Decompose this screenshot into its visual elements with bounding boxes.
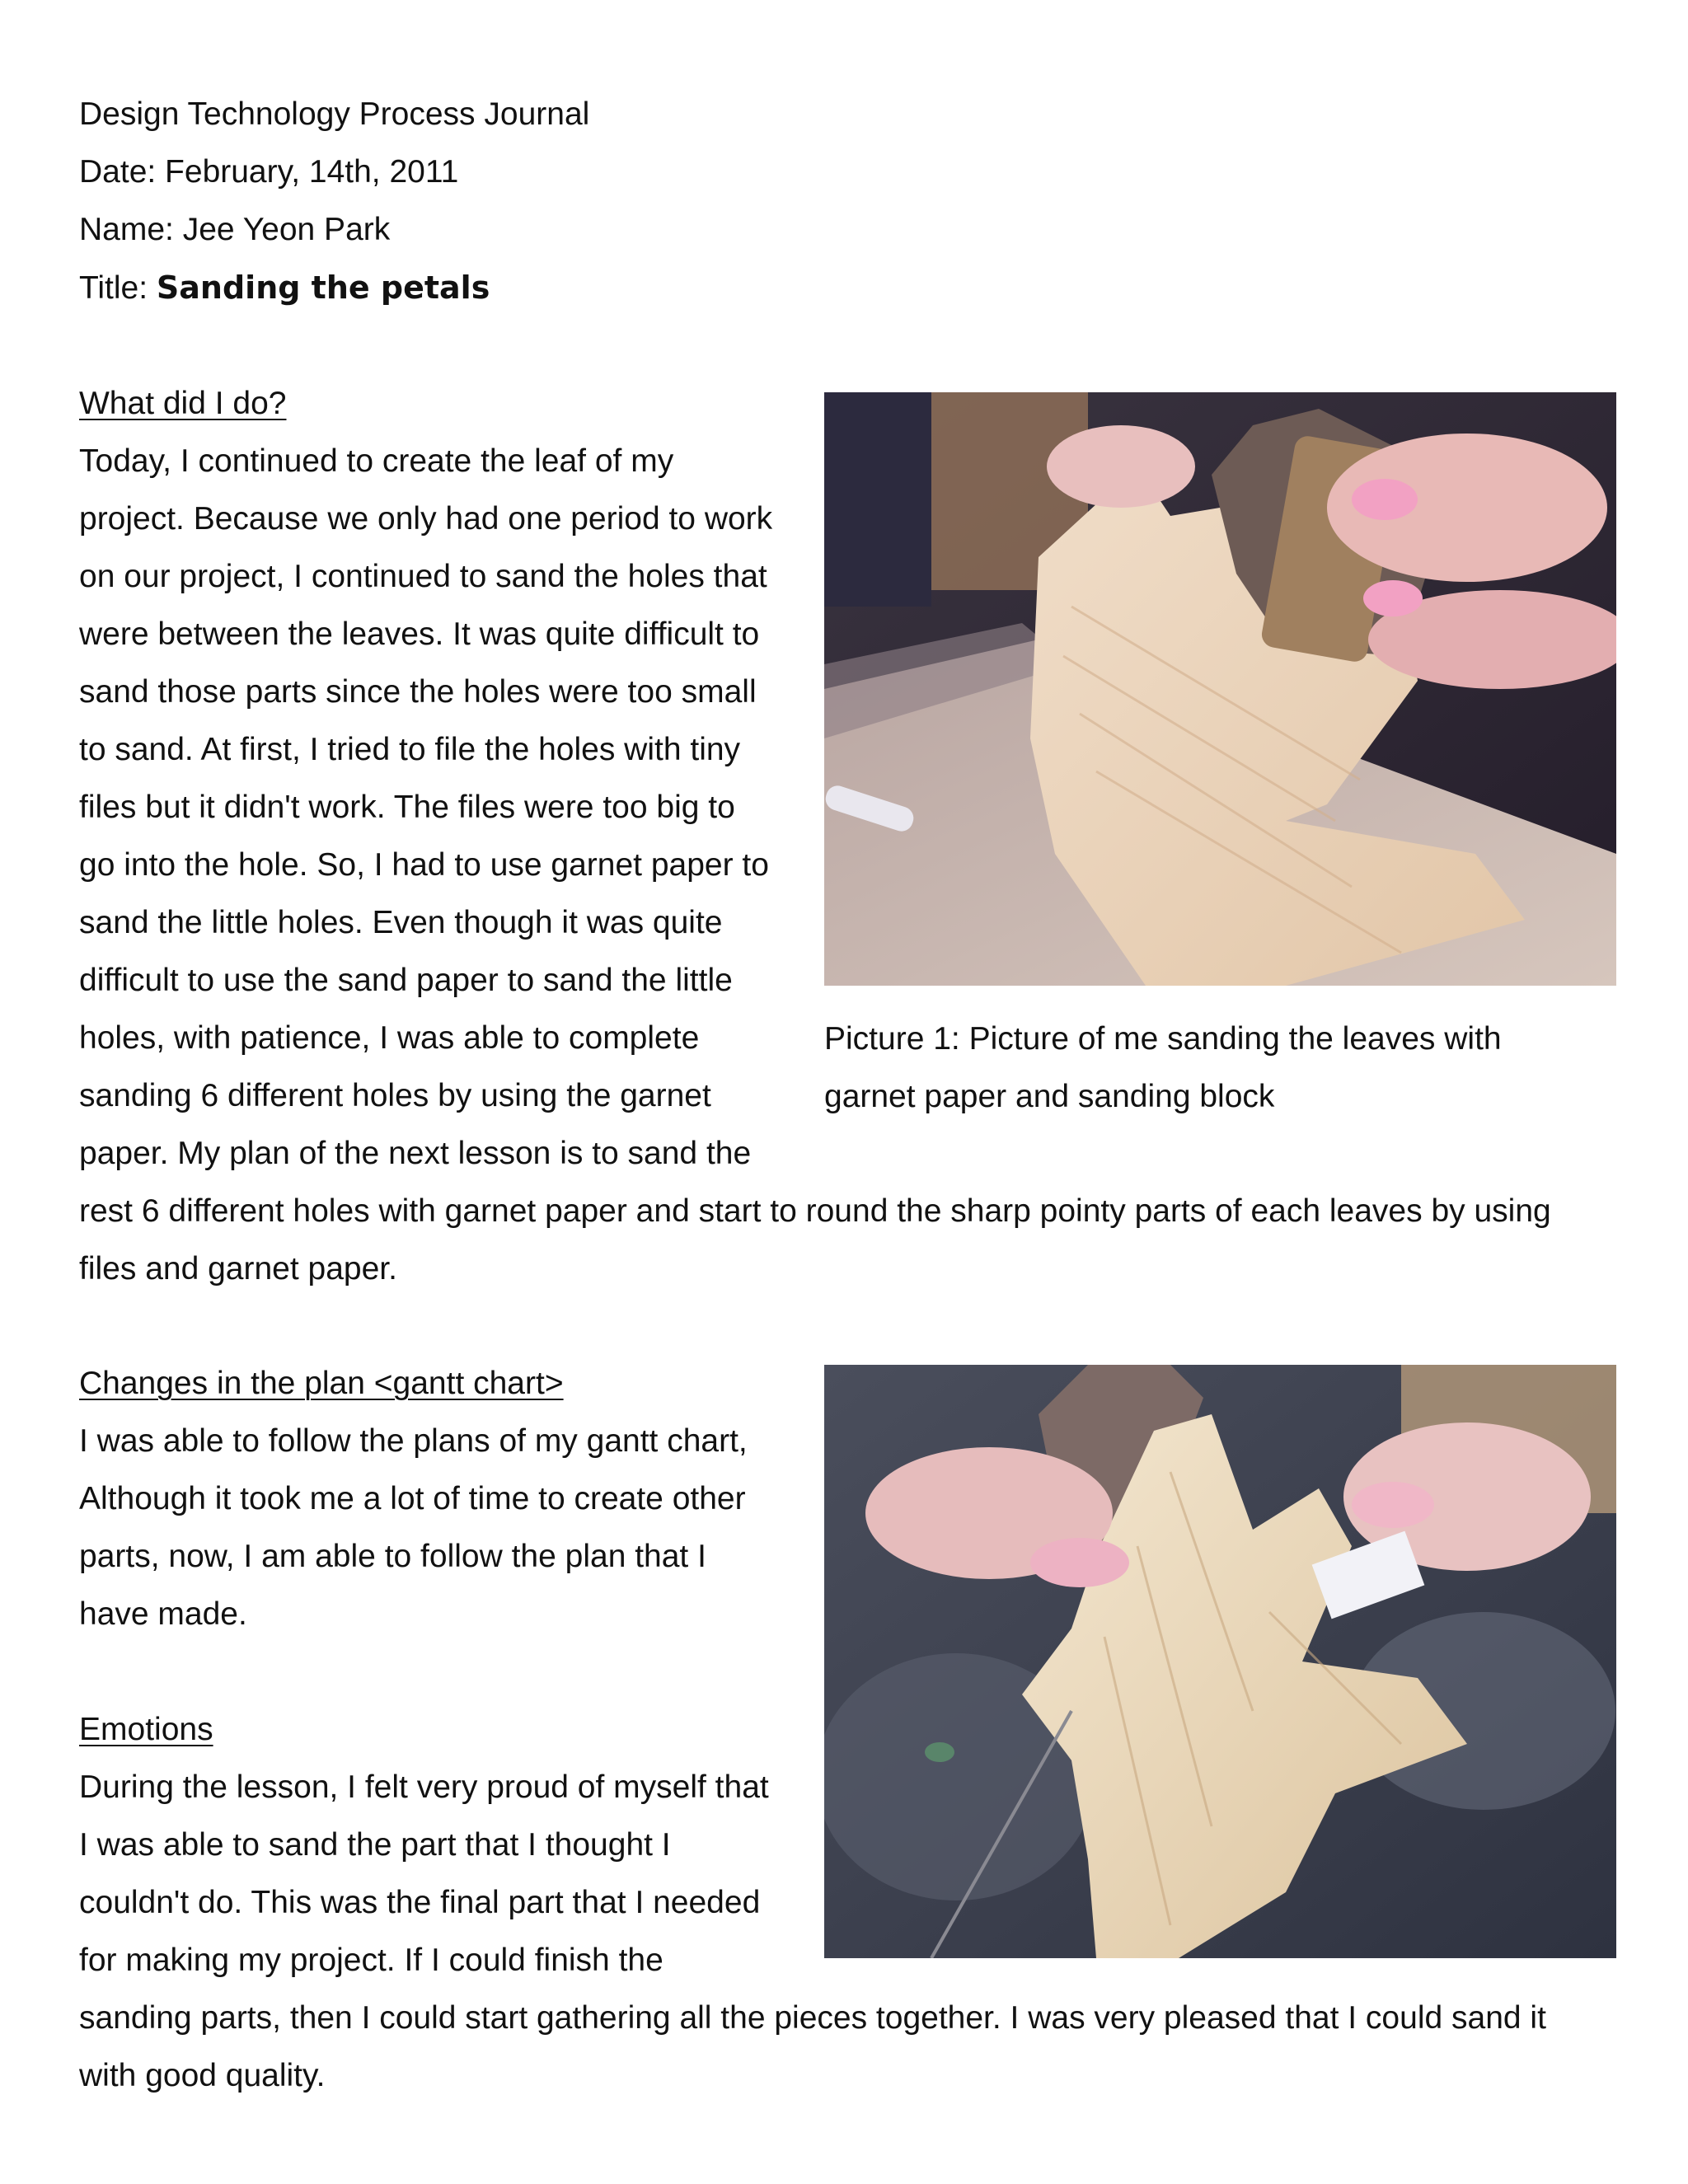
paragraph-line: During the lesson, I felt very proud of myself that bbox=[79, 1769, 769, 1805]
section-heading-what-did-i-do: What did I do? bbox=[79, 386, 287, 421]
paragraph-line: sand those parts since the holes were too small bbox=[79, 674, 757, 710]
paragraph-line: Although it took me a lot of time to create other bbox=[79, 1481, 746, 1516]
paragraph-line: rest 6 different holes with garnet paper and start to round the sharp pointy parts of each leaves by using bbox=[79, 1193, 1551, 1229]
entry-title-value: Sanding the petals bbox=[156, 269, 490, 306]
section-heading-emotions: Emotions bbox=[79, 1712, 213, 1747]
section-heading-changes-in-plan: Changes in the plan <gantt chart> bbox=[79, 1366, 564, 1401]
paragraph-line: difficult to use the sand paper to sand the little bbox=[79, 963, 733, 998]
caption-line: garnet paper and sanding block bbox=[824, 1079, 1275, 1114]
paragraph-line: have made. bbox=[79, 1596, 247, 1632]
paragraph-line: go into the hole. So, I had to use garnet paper to bbox=[79, 847, 769, 883]
paragraph-line: sanding parts, then I could start gathering all the pieces together. I was very pleased that I could sand it bbox=[79, 2000, 1546, 2036]
paragraph-line: files and garnet paper. bbox=[79, 1251, 397, 1286]
paragraph-line: Today, I continued to create the leaf of my bbox=[79, 443, 674, 479]
paragraph-line: with good quality. bbox=[79, 2058, 326, 2093]
photo-sanding-leaf-edge bbox=[824, 1365, 1616, 1958]
entry-date: Date: February, 14th, 2011 bbox=[79, 154, 459, 190]
paragraph-line: to sand. At first, I tried to file the holes with tiny bbox=[79, 732, 741, 767]
caption-line: Picture 1: Picture of me sanding the leaves with bbox=[824, 1021, 1502, 1057]
entry-title bbox=[79, 259, 1620, 316]
photo-sanding-leaves-image bbox=[824, 392, 1616, 986]
paragraph-line: paper. My plan of the next lesson is to sand the bbox=[79, 1136, 752, 1171]
paragraph-line: project. Because we only had one period to work bbox=[79, 501, 773, 537]
photo-sanding-leaf-edge-image bbox=[824, 1365, 1616, 1958]
paragraph-line: sand the little holes. Even though it was quite bbox=[79, 905, 723, 940]
paragraph-line: sanding 6 different holes by using the garnet bbox=[79, 1078, 711, 1113]
journal-header bbox=[79, 86, 1620, 316]
paragraph-line: for making my project. If I could finish the bbox=[79, 1943, 663, 1978]
photo-sanding-leaves bbox=[824, 392, 1616, 986]
paragraph-line: parts, now, I am able to follow the plan that I bbox=[79, 1539, 706, 1574]
paragraph-line: files but it didn't work. The files were too big to bbox=[79, 790, 735, 825]
entry-title-label: Title: bbox=[79, 270, 157, 306]
author-name: Name: Jee Yeon Park bbox=[79, 212, 391, 247]
journal-title: Design Technology Process Journal bbox=[79, 96, 590, 132]
paragraph-line: holes, with patience, I was able to complete bbox=[79, 1020, 700, 1056]
paragraph-line: were between the leaves. It was quite difficult to bbox=[79, 616, 760, 652]
paragraph-line: on our project, I continued to sand the holes that bbox=[79, 559, 767, 594]
paragraph-line: couldn't do. This was the final part that I needed bbox=[79, 1885, 761, 1920]
photo-caption bbox=[824, 1010, 1616, 1126]
paragraph-line: I was able to follow the plans of my gantt chart, bbox=[79, 1423, 748, 1459]
paragraph-line: I was able to sand the part that I thought I bbox=[79, 1827, 671, 1863]
